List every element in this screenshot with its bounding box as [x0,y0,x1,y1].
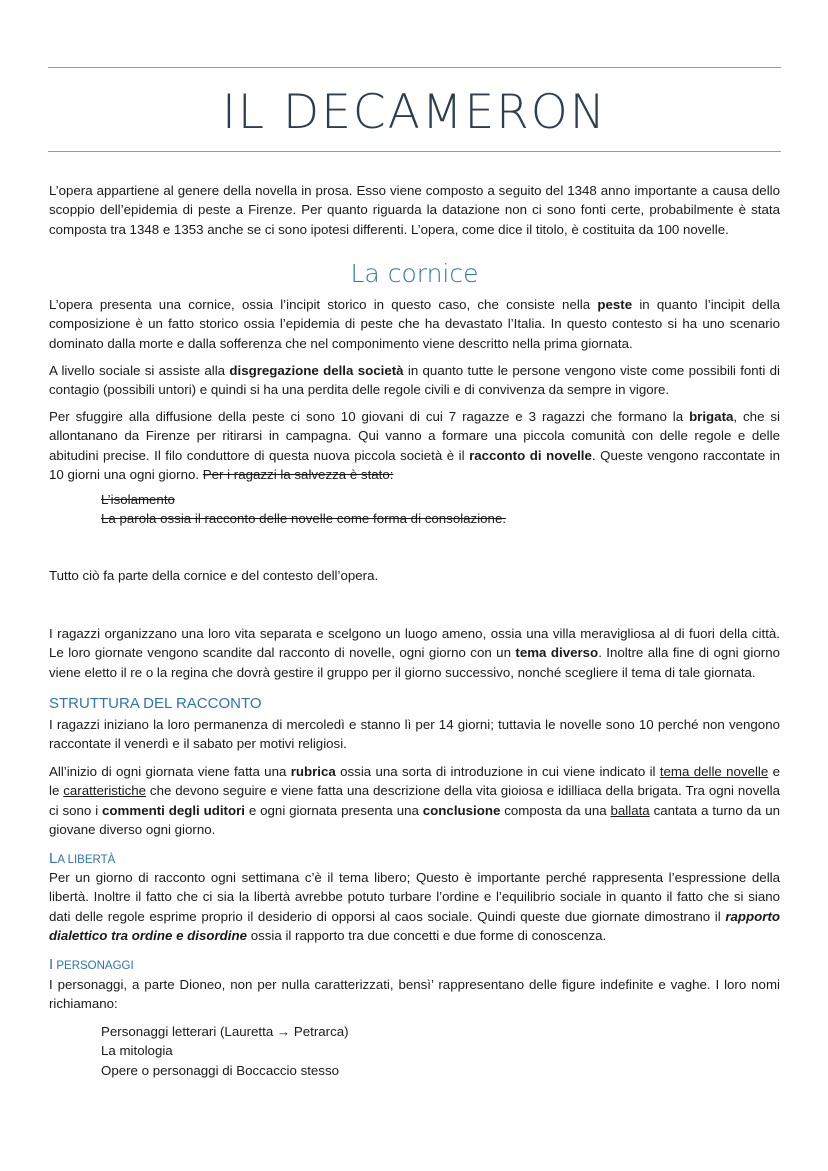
top-rule [48,67,781,68]
cornice-paragraph-2: A livello sociale si assiste alla disgregazione della società in quanto tutte le persone vengono viste come possibili fonti di contagio (possibili untori) e quindi si ha una perdita delle regole civili e di convivenza da sempre in vigore. [49,363,780,398]
list-item: Opere o personaggi di Boccaccio stesso [101,1062,339,1078]
title-bottom-rule [48,151,781,152]
struttura-paragraph-1: I ragazzi iniziano la loro permanenza di mercoledì e stanno lì per 14 giorni; tuttavia le novelle sono 10 perché non vengono raccontate il venerdì e il sabato per motivi religiosi. [49,717,780,752]
heading-struttura: STRUTTURA DEL RACCONTO [49,695,262,712]
list-item: Personaggi letterari (Lauretta → Petrarca) [101,1024,349,1039]
intro-paragraph: L’opera appartiene al genere della novella in prosa. Esso viene composto a seguito del 1348 anno importante a causa dello scoppio dell’epidemia di peste a Firenze. Per quanto riguarda la datazione non ci sono fonti certe, probabilmente è stata composta tra 1348 e 1353 anche se ci sono ipotesi differenti. L’opera, come dice il titolo, è costituita da 100 novelle. [49,183,780,237]
personaggi-paragraph-1: I personaggi, a parte Dioneo, non per nulla caratterizzati, bensì’ rappresentano delle figure indefinite e vaghe. I loro nomi richiamano: [49,977,780,1012]
liberta-paragraph-1: Per un giorno di racconto ogni settimana c’è il tema libero; Questo è importante perché rappresenta l’espressione della libertà. Inoltre il fatto che ci sia la libertà avrebbe potuto turbare l’ordine e l’equilibrio sociale in quanto il fatto che si siano dati delle regole esprime proprio il desiderio di opporsi al caos sociale. Quindi queste due giornate dimostrano il rapporto dialettico tra ordine e disordine ossia il rapporto tra due concetti e due forme di conoscenza. [49,870,780,943]
list-item: La mitologia [101,1043,173,1059]
cornice-paragraph-3: Per sfuggire alla diffusione della peste ci sono 10 giovani di cui 7 ragazze e 3 ragazzi che formano la brigata, che si allontanano da Firenze per ritirarsi in campagna. Qui vanno a formare una piccola comunità con delle regole e delle abitudini precise. Il filo conduttore di questa nuova piccola società è il racconto di novelle. Queste vengono raccontate in 10 giorni una ogni giorno. Per i ragazzi la salvezza è stato: [49,409,780,482]
page-title: IL DECAMERON [222,85,607,140]
struck-text: Per i ragazzi la salvezza è stato: [202,466,394,482]
cornice-paragraph-5: I ragazzi organizzano una loro vita separata e scelgono un luogo ameno, ossia una villa meravigliosa al di fuori della città. Le loro giornate vengono scandite dal racconto di novelle, ogni giorno con un tema diverso. Inoltre alla fine di ogni giorno viene eletto il re o la regina che dovrà gestire il gruppo per il giorno successivo, nonché scegliere il tema di tale giornata. [49,626,781,680]
struck-list [101,490,781,529]
list-item: L’isolamento [101,492,175,507]
cornice-paragraph-1: L’opera presenta una cornice, ossia l’incipit storico in questo caso, che consiste nella peste in quanto l’incipit della composizione è un fatto storico ossia l’epidemia di peste che ha devastato l’Italia. In questo contesto si ha uno scenario dominato dalla morte e dalla sofferenza che nel componimento viene descritto nella prima giornata. [49,297,780,351]
heading-liberta: LA LIBERTÀ [49,850,116,867]
heading-cornice: La cornice [350,259,479,288]
list-item: La parola ossia il racconto delle novelle come forma di consolazione. [101,511,507,527]
personaggi-list [101,1022,781,1080]
struttura-paragraph-2: All’inizio di ogni giornata viene fatta una rubrica ossia una sorta di introduzione in cui viene indicato il tema delle novelle e le caratteristiche che devono seguire e viene fatta una descrizione della vita gioiosa e idilliaca della brigata. Tra ogni novella ci sono i commenti degli uditori e ogni giornata presenta una conclusione composta da una ballata cantata a turno da un giovane diverso ogni giorno. [49,764,781,837]
cornice-paragraph-4: Tutto ciò fa parte della cornice e del contesto dell’opera. [49,568,379,583]
heading-personaggi: I PERSONAGGI [49,956,134,973]
